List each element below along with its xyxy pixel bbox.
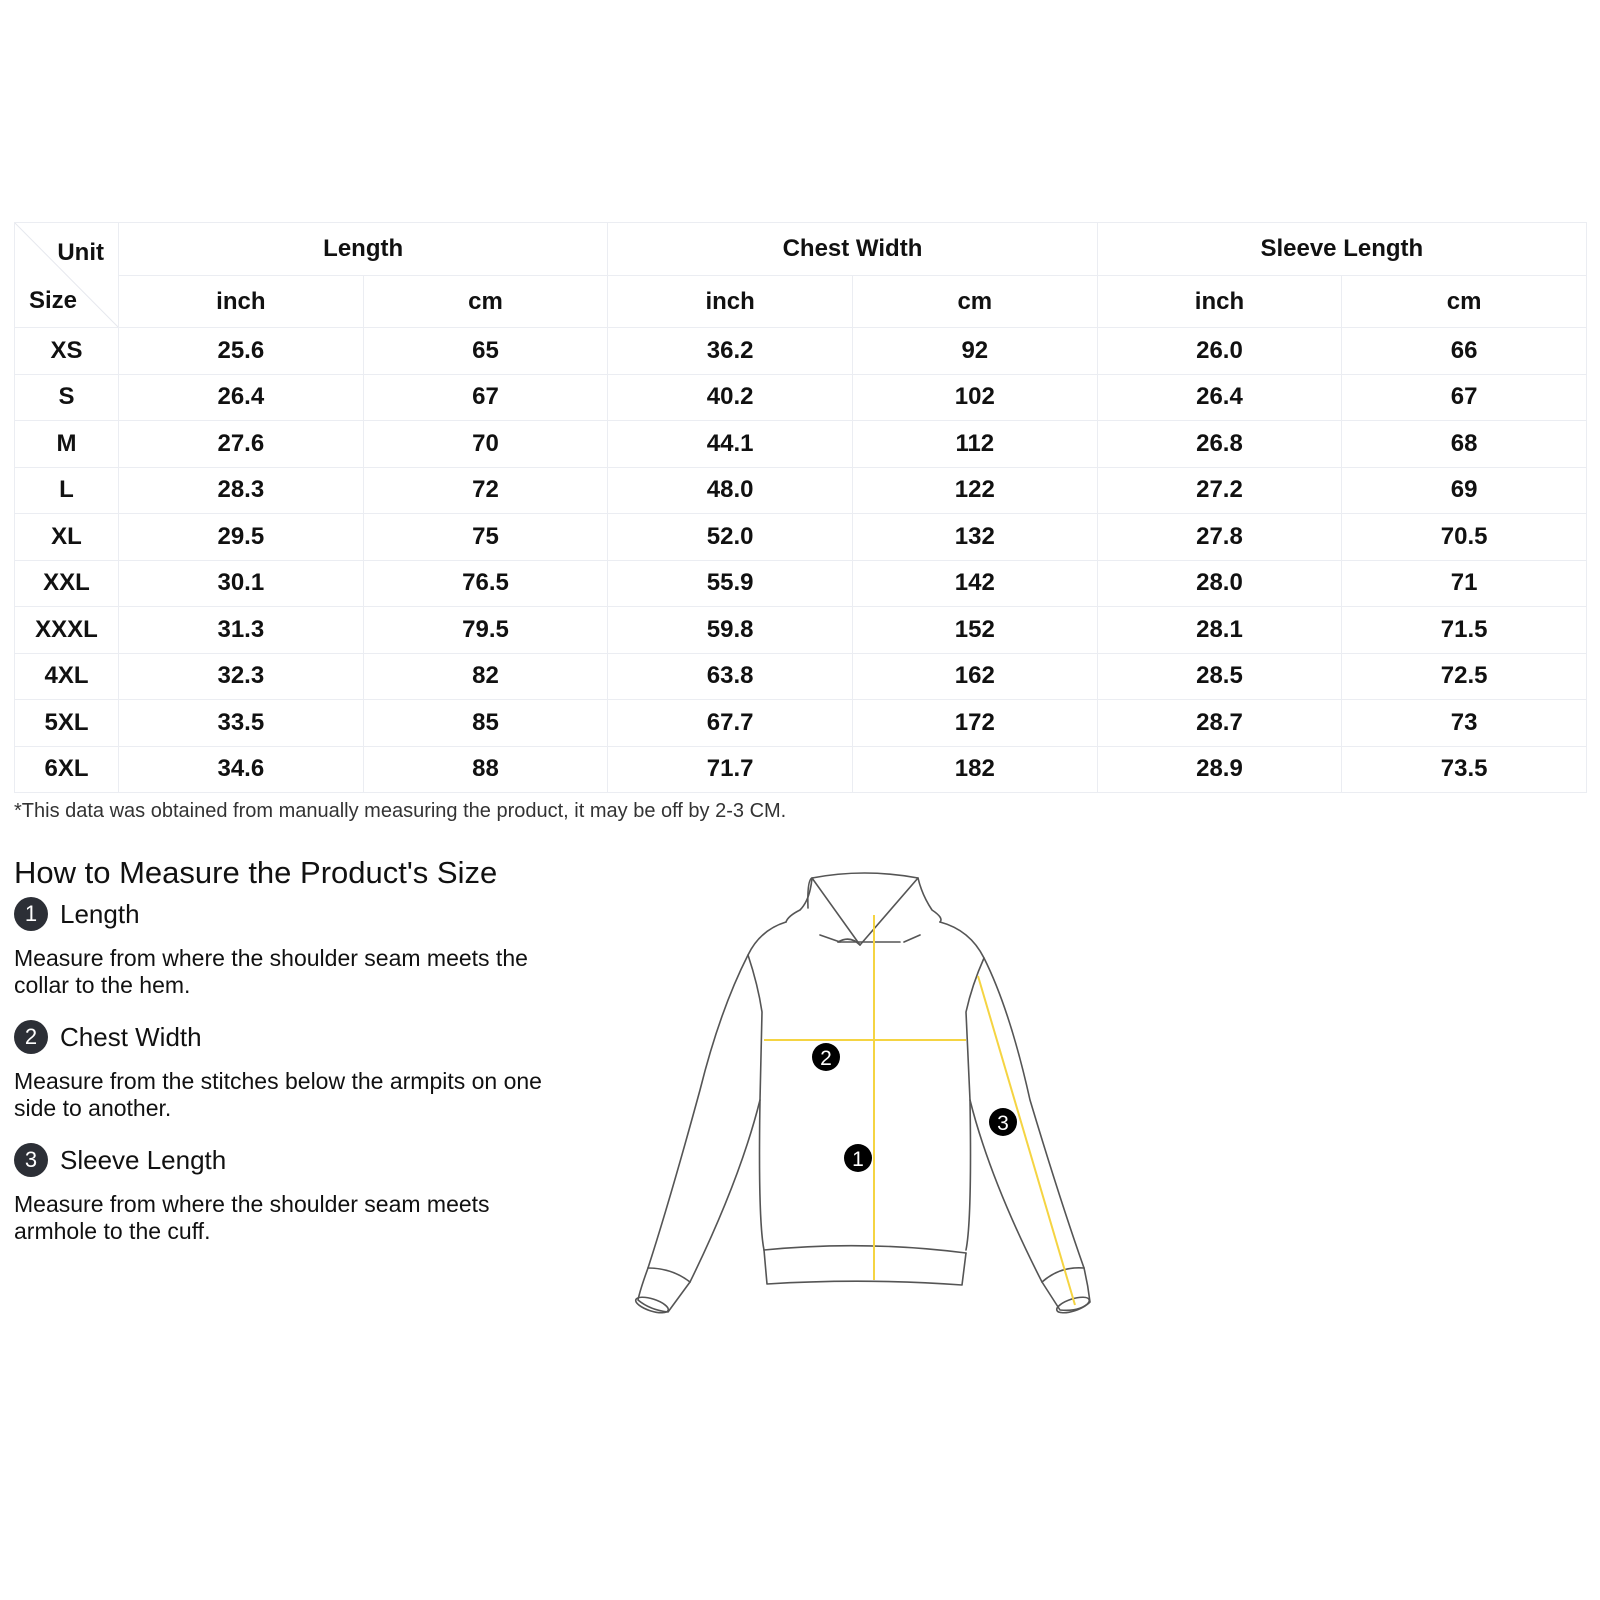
marker-1-icon (844, 1144, 872, 1172)
hoodie-outline (634, 873, 1091, 1316)
value-cell: 28.1 (1097, 607, 1342, 654)
value-cell: 44.1 (608, 421, 853, 468)
table-row (15, 607, 1587, 654)
number-3-icon: 3 (14, 1143, 48, 1177)
sleeve-length-line (978, 976, 1075, 1305)
svg-text:1: 1 (852, 1148, 864, 1171)
value-cell: 28.7 (1097, 700, 1342, 747)
value-cell: 28.0 (1097, 560, 1342, 607)
guide-description: Measure from the stitches below the armpits on one side to another. (14, 1068, 542, 1121)
size-cell: M (15, 421, 119, 468)
table-row (15, 374, 1587, 421)
table-row (15, 700, 1587, 747)
value-cell: 79.5 (363, 607, 608, 654)
value-cell: 67.7 (608, 700, 853, 747)
header-length: Length (119, 223, 608, 276)
value-cell: 36.2 (608, 328, 853, 375)
value-cell: 73.5 (1342, 746, 1587, 793)
table-row (15, 560, 1587, 607)
value-cell: 33.5 (119, 700, 364, 747)
table-row (15, 746, 1587, 793)
value-cell: 162 (852, 653, 1097, 700)
value-cell: 172 (852, 700, 1097, 747)
size-cell: L (15, 467, 119, 514)
guide-label: Sleeve Length (60, 1144, 227, 1175)
value-cell: 70.5 (1342, 514, 1587, 561)
size-cell: XS (15, 328, 119, 375)
size-cell: XXXL (15, 607, 119, 654)
marker-3-icon (989, 1108, 1017, 1136)
unit-header: cm (1342, 276, 1587, 328)
value-cell: 34.6 (119, 746, 364, 793)
value-cell: 71.7 (608, 746, 853, 793)
value-cell: 71.5 (1342, 607, 1587, 654)
value-cell: 122 (852, 467, 1097, 514)
value-cell: 85 (363, 700, 608, 747)
size-cell: XXL (15, 560, 119, 607)
value-cell: 31.3 (119, 607, 364, 654)
value-cell: 73 (1342, 700, 1587, 747)
unit-header: inch (119, 276, 364, 328)
svg-text:3: 3 (997, 1112, 1009, 1135)
table-row (15, 328, 1587, 375)
unit-header: inch (608, 276, 853, 328)
value-cell: 59.8 (608, 607, 853, 654)
value-cell: 48.0 (608, 467, 853, 514)
size-cell: 4XL (15, 653, 119, 700)
value-cell: 26.4 (119, 374, 364, 421)
guide-description: Measure from where the shoulder seam meets armhole to the cuff. (14, 1191, 490, 1244)
size-label: Size (29, 287, 78, 314)
size-cell: S (15, 374, 119, 421)
number-1-icon: 1 (14, 897, 48, 931)
value-cell: 71 (1342, 560, 1587, 607)
table-row (15, 514, 1587, 561)
value-cell: 32.3 (119, 653, 364, 700)
unit-header: cm (852, 276, 1097, 328)
header-sleeve-length: Sleeve Length (1097, 223, 1586, 276)
value-cell: 28.3 (119, 467, 364, 514)
value-cell: 63.8 (608, 653, 853, 700)
value-cell: 102 (852, 374, 1097, 421)
value-cell: 88 (363, 746, 608, 793)
value-cell: 26.0 (1097, 328, 1342, 375)
value-cell: 75 (363, 514, 608, 561)
value-cell: 112 (852, 421, 1097, 468)
size-cell: XL (15, 514, 119, 561)
value-cell: 65 (363, 328, 608, 375)
value-cell: 40.2 (608, 374, 853, 421)
table-body (15, 328, 1587, 793)
value-cell: 70 (363, 421, 608, 468)
guide-description: Measure from where the shoulder seam meets the collar to the hem. (14, 945, 528, 998)
value-cell: 26.4 (1097, 374, 1342, 421)
value-cell: 30.1 (119, 560, 364, 607)
value-cell: 27.8 (1097, 514, 1342, 561)
size-cell: 6XL (15, 746, 119, 793)
value-cell: 27.2 (1097, 467, 1342, 514)
value-cell: 26.8 (1097, 421, 1342, 468)
guide-label: Chest Width (60, 1021, 202, 1052)
table-header-groups (15, 223, 1587, 276)
unit-header: cm (363, 276, 608, 328)
value-cell: 29.5 (119, 514, 364, 561)
value-cell: 182 (852, 746, 1097, 793)
table-row (15, 421, 1587, 468)
measurement-disclaimer: *This data was obtained from manually measuring the product, it may be off by 2-3 CM. (14, 800, 787, 822)
header-chest-width: Chest Width (608, 223, 1097, 276)
measure-guide-title: How to Measure the Product's Size (14, 855, 498, 890)
value-cell: 72.5 (1342, 653, 1587, 700)
table-header-units (15, 276, 1587, 328)
value-cell: 92 (852, 328, 1097, 375)
value-cell: 28.5 (1097, 653, 1342, 700)
guide-item-length (14, 897, 574, 999)
guide-item-sleeve-length (14, 1143, 514, 1245)
marker-2-icon (812, 1043, 840, 1071)
value-cell: 66 (1342, 328, 1587, 375)
value-cell: 25.6 (119, 328, 364, 375)
size-cell: 5XL (15, 700, 119, 747)
value-cell: 27.6 (119, 421, 364, 468)
svg-text:2: 2 (820, 1047, 832, 1070)
number-2-icon: 2 (14, 1020, 48, 1054)
value-cell: 67 (363, 374, 608, 421)
value-cell: 67 (1342, 374, 1587, 421)
value-cell: 76.5 (363, 560, 608, 607)
table-row (15, 467, 1587, 514)
value-cell: 152 (852, 607, 1097, 654)
unit-label: Unit (57, 239, 104, 266)
unit-header: inch (1097, 276, 1342, 328)
value-cell: 142 (852, 560, 1097, 607)
corner-cell (15, 223, 119, 328)
value-cell: 82 (363, 653, 608, 700)
size-chart-table (14, 222, 1587, 793)
value-cell: 132 (852, 514, 1097, 561)
value-cell: 52.0 (608, 514, 853, 561)
table-row (15, 653, 1587, 700)
value-cell: 55.9 (608, 560, 853, 607)
value-cell: 68 (1342, 421, 1587, 468)
hoodie-diagram (630, 870, 1120, 1350)
value-cell: 72 (363, 467, 608, 514)
value-cell: 69 (1342, 467, 1587, 514)
guide-item-chest-width (14, 1020, 574, 1122)
guide-label: Length (60, 898, 140, 929)
value-cell: 28.9 (1097, 746, 1342, 793)
